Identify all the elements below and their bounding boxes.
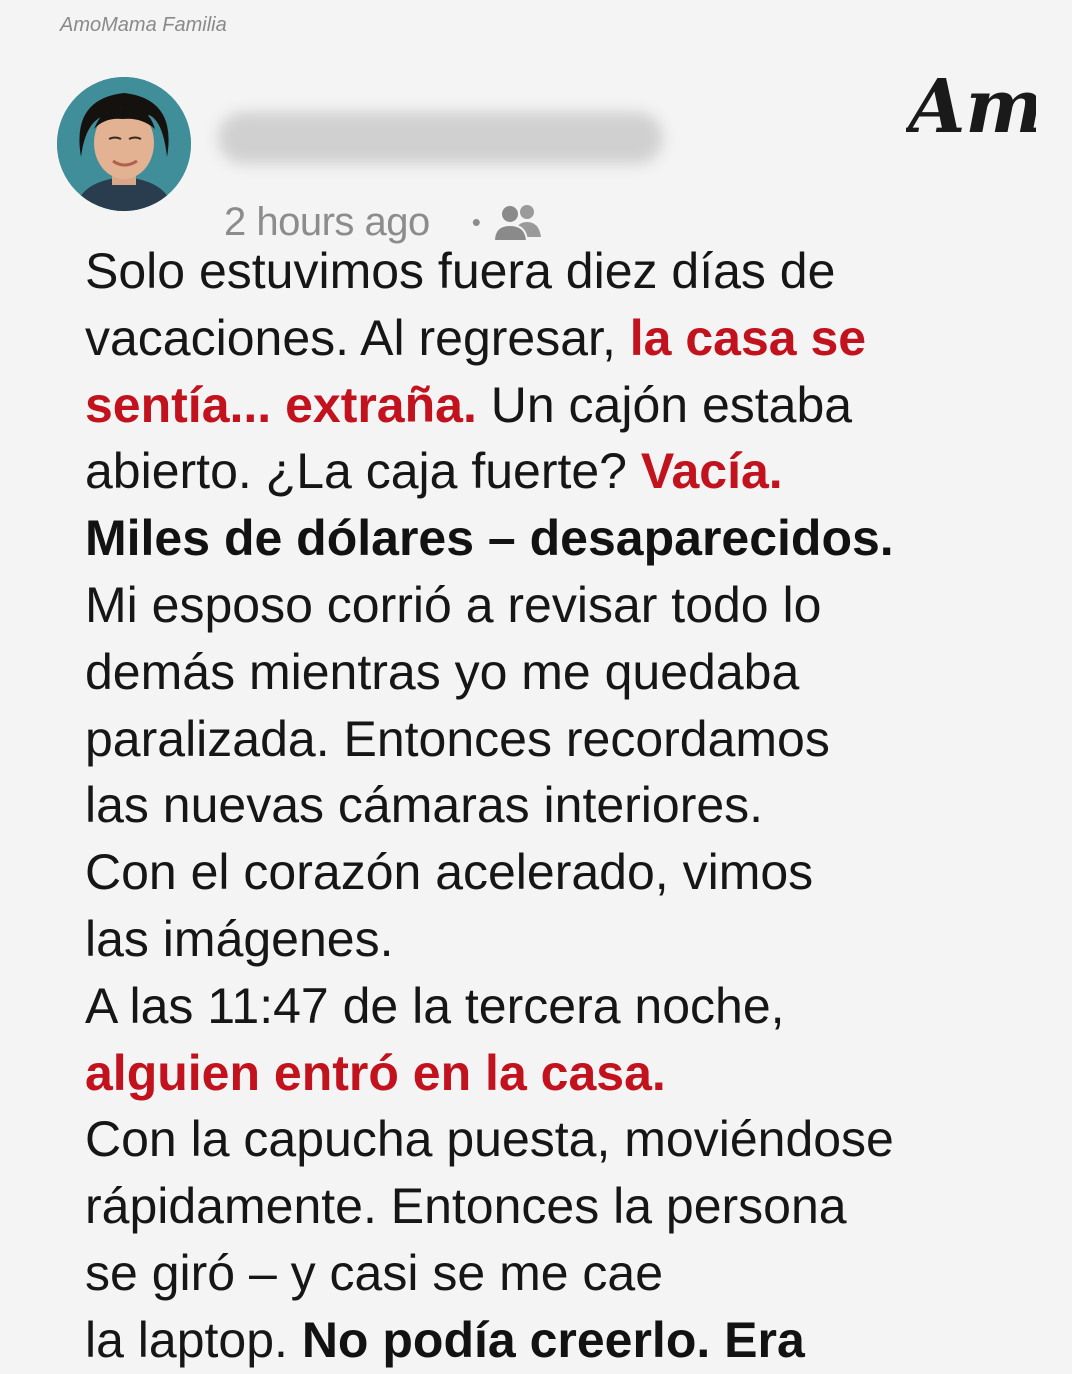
highlighted-text: la casa se (629, 309, 867, 366)
post-text-line (85, 572, 1045, 639)
text-segment: rápidamente. Entonces la persona (85, 1178, 847, 1235)
avatar-portrait (57, 77, 191, 211)
source-watermark: AmoMama Familia (60, 14, 227, 36)
bold-text: Miles de dólares – desaparecidos. (85, 510, 894, 567)
avatar[interactable] (57, 77, 191, 211)
highlighted-text: alguien entró en la casa. (85, 1044, 666, 1101)
text-segment: Con el corazón acelerado, vimos (85, 844, 814, 901)
post-timestamp[interactable]: 2 hours ago (224, 199, 430, 244)
text-segment: vacaciones. Al regresar, (85, 309, 630, 366)
post-text-line (85, 505, 1045, 572)
text-segment: demás mientras yo me quedaba (85, 643, 800, 700)
post-text-line (85, 639, 1045, 706)
text-segment: las nuevas cámaras interiores. (85, 777, 764, 834)
text-segment: Solo estuvimos fuera diez días de (85, 243, 836, 299)
text-segment: la laptop. (85, 1311, 302, 1368)
post-body (85, 238, 1045, 1374)
post-text-line (85, 906, 1045, 973)
text-segment: abierto. ¿La caja fuerte? (85, 443, 641, 500)
post-text-line (85, 973, 1045, 1040)
amomama-logo (906, 52, 1036, 152)
logo-letter-a: Am (908, 64, 1036, 150)
meta-separator: • (471, 206, 481, 237)
author-name-blurred[interactable] (218, 112, 663, 164)
text-segment: Un cajón estaba (476, 376, 853, 433)
amomama-logo-icon (906, 52, 1036, 152)
text-segment: las imágenes. (85, 910, 394, 967)
post-text-line (85, 1307, 1045, 1374)
post-text-line (85, 839, 1045, 906)
text-segment: Mi esposo corrió a revisar todo lo (85, 576, 822, 633)
post-text-line (85, 238, 1045, 305)
post-text-line (85, 1106, 1045, 1173)
text-segment: paralizada. Entonces recordamos (85, 710, 830, 767)
post-text-line (85, 1240, 1045, 1307)
post-text-line (85, 305, 1045, 372)
post-text-line (85, 706, 1045, 773)
post-text-line (85, 1173, 1045, 1240)
bold-text: No podía creerlo. Era (301, 1311, 805, 1368)
post-text-line (85, 372, 1045, 439)
text-segment: A las 11:47 de la tercera noche, (85, 977, 785, 1034)
people-icon (493, 201, 543, 243)
text-segment: Con la capucha puesta, moviéndose (85, 1111, 894, 1168)
post-text-line (85, 1040, 1045, 1107)
post-text-line (85, 772, 1045, 839)
highlighted-text: sentía... extraña. (85, 376, 477, 433)
highlighted-text: Vacía. (640, 443, 783, 500)
text-segment: se giró – y casi se me cae (85, 1244, 664, 1301)
post-text-line (85, 438, 1045, 505)
